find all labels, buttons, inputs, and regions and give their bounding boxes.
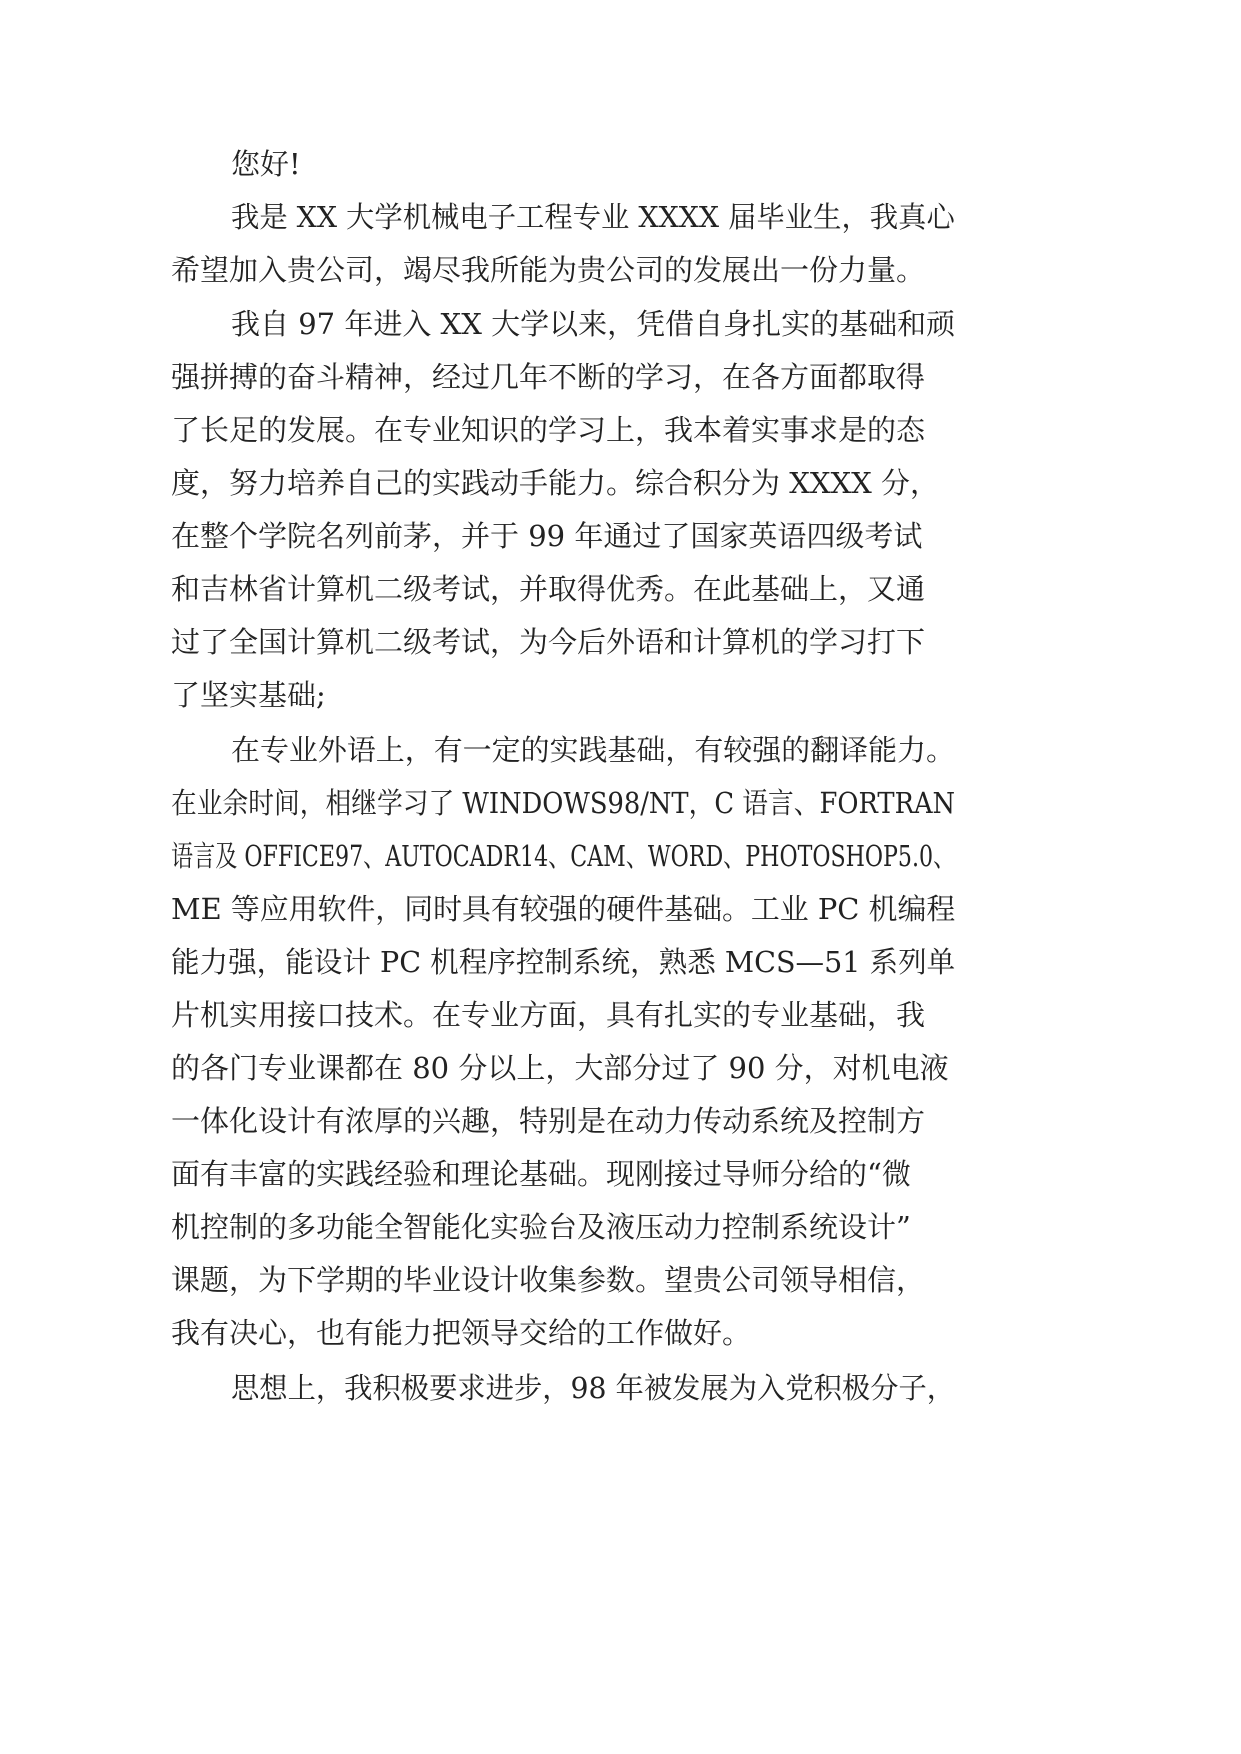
text-line: 机控制的多功能全智能化实验台及液压动力控制系统设计” [171,1210,911,1244]
text-line: 思想上，我积极要求进步，98 年被发展为入党积极分子， [231,1371,956,1405]
text-line: 了长足的发展。在专业知识的学习上，我本着实事求是的态 [171,413,926,447]
text-line: 能力强，能设计 PC 机程序控制系统，熟悉 MCS—51 系列单 [171,945,956,979]
text-line: 强拼搏的奋斗精神，经过几年不断的学习，在各方面都取得 [171,360,926,394]
text-line: 和吉林省计算机二级考试，并取得优秀。在此基础上，又通 [171,572,926,606]
text-line: 我是 XX 大学机械电子工程专业 XXXX 届毕业生，我真心 [231,200,955,234]
text-line: 我自 97 年进入 XX 大学以来，凭借自身扎实的基础和顽 [231,307,956,341]
text-line: 在整个学院名列前茅，并于 99 年通过了国家英语四级考试 [171,519,923,553]
text-line: 一体化设计有浓厚的兴趣，特别是在动力传动系统及控制方 [171,1104,926,1138]
text-line: 过了全国计算机二级考试，为今后外语和计算机的学习打下 [171,625,926,659]
text-line: 我有决心，也有能力把领导交给的工作做好。 [171,1316,752,1350]
text-line: 度，努力培养自己的实践动手能力。综合积分为 XXXX 分， [171,466,940,500]
text-line: 语言及 OFFICE97、AUTOCADR14、CAM、WORD、PHOTOSHOP5.0、 [171,839,956,873]
greeting-line: 您好! [231,147,301,181]
text-line: 在专业外语上，有一定的实践基础，有较强的翻译能力。 [231,733,956,767]
text-line: 了坚实基础; [171,678,326,712]
text-line: 课题，为下学期的毕业设计收集参数。望贵公司领导相信， [171,1263,926,1297]
text-line: 希望加入贵公司，竭尽我所能为贵公司的发展出一份力量。 [171,253,926,287]
text-line: 面有丰富的实践经验和理论基础。现刚接过导师分给的“微 [171,1157,911,1191]
text-line: 的各门专业课都在 80 分以上，大部分过了 90 分，对机电液 [171,1051,949,1085]
text-line: ME 等应用软件，同时具有较强的硬件基础。工业 PC 机编程 [171,892,956,926]
text-line: 片机实用接口技术。在专业方面，具有扎实的专业基础，我 [171,998,926,1032]
text-line: 在业余时间，相继学习了 WINDOWS98/NT，C 语言、FORTRAN [171,786,956,820]
